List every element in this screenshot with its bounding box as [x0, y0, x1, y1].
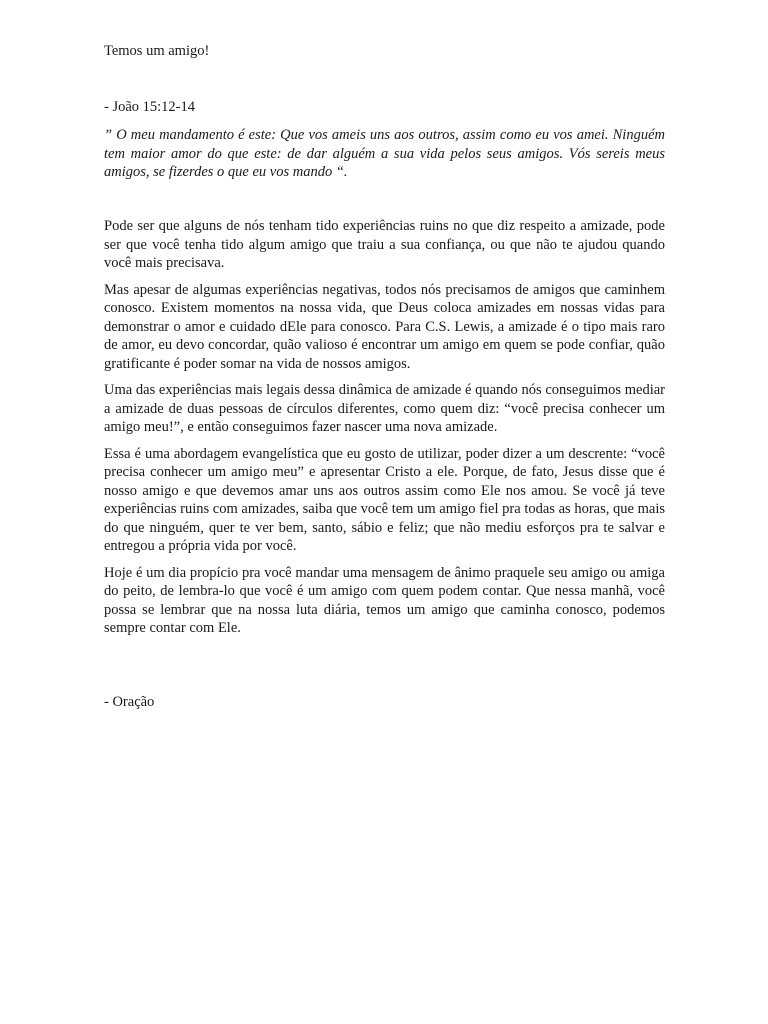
paragraph: Mas apesar de algumas experiências negativas, todos nós precisamos de amigos que caminhem conosco. Existem momentos na nossa vida, que Deus coloca amizades em nossas vidas para demonstrar o amor e cuidado dEle para conosco. Para C.S. Lewis, a amizade é o tipo mais raro de amor, eu devo concordar, quão valioso é encontrar um amigo em quem se pode confiar, quão gratificante é poder somar na vida de nossos amigos. [104, 281, 665, 372]
document-body [104, 217, 665, 646]
prayer-heading: - Oração [104, 694, 155, 710]
bible-verse-quote: ” O meu mandamento é este: Que vos ameis uns aos outros, assim como eu vos amei. Ninguém tem maior amor do que este: de dar alguém a sua vida pelos seus amigos. Vós sereis meus amigos, se fizerdes o que eu vos mando “. [104, 127, 665, 180]
paragraph: Uma das experiências mais legais dessa dinâmica de amizade é quando nós conseguimos mediar a amizade de duas pessoas de círculos diferentes, como quem diz: “você precisa conhecer um amigo meu!”, e então conseguimos fazer nascer uma nova amizade. [104, 382, 665, 435]
paragraph: Essa é uma abordagem evangelística que eu gosto de utilizar, poder dizer a um descrente: “você precisa conhecer um amigo meu” e apresentar Cristo a ele. Porque, de fato, Jesus disse que é nosso amigo e que devemos amar uns aos outros assim como Ele nos amou. Se você já teve experiências ruins com amizades, saiba que você tem um amigo fiel pra todas as horas, que mais do que ninguém, quer te ver bem, santo, sábio e feliz; que não mediu esforços pra te salvar e entregou a própria vida por você. [104, 445, 665, 554]
paragraph: Pode ser que alguns de nós tenham tido experiências ruins no que diz respeito a amizade, pode ser que você tenha tido algum amigo que traiu a sua confiança, ou que não te ajudou quando você mais precisava. [104, 218, 665, 271]
document-title: Temos um amigo! [104, 43, 210, 59]
paragraph: Hoje é um dia propício pra você mandar uma mensagem de ânimo praquele seu amigo ou amiga do peito, de lembra-lo que você é um amigo com quem podem contar. Que nessa manhã, você possa se lembrar que na nossa luta diária, temos um amigo que caminha conosco, podemos sempre contar com Ele. [104, 564, 665, 636]
bible-reference: - João 15:12-14 [104, 99, 196, 115]
